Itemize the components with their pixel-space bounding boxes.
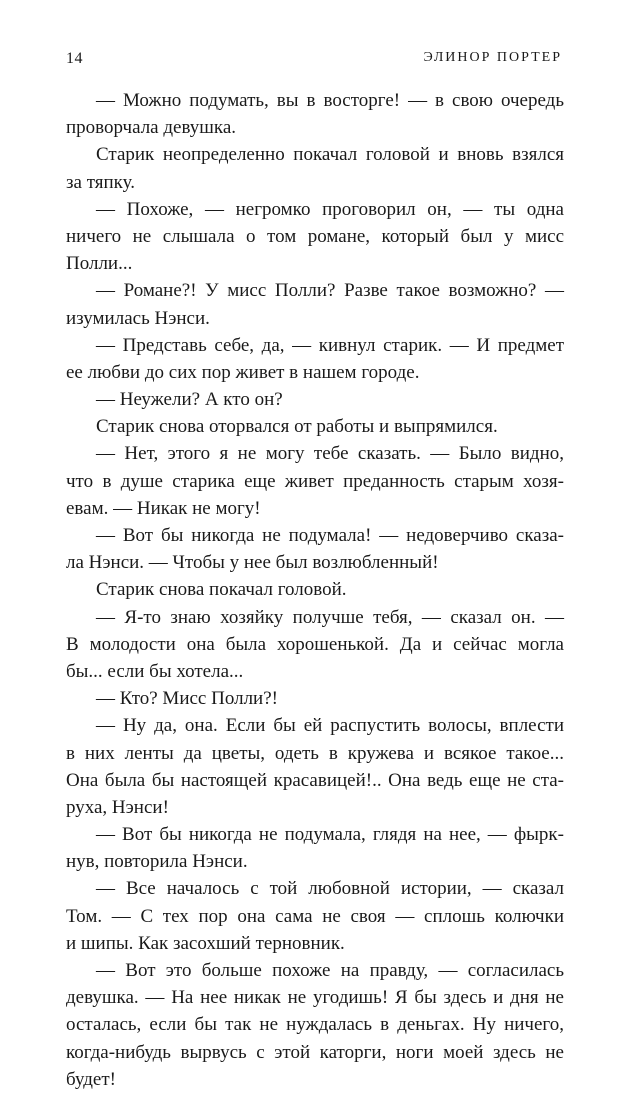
text-line: когда-нибудь вырвусь с этой каторги, ноги моей здесь не — [66, 1041, 564, 1063]
text-line: — Вот это больше похоже на правду, — согласилась — [96, 960, 564, 981]
text-line: изумилась Нэнси. — [66, 307, 210, 329]
text-line: Старик неопределенно покачал головой и вновь взялся — [96, 144, 564, 166]
text-line: — Вот бы никогда не подумала! — недоверчиво сказа- — [96, 525, 564, 546]
text-line: Том. — С тех пор она сама не своя — сплошь колючки — [66, 905, 564, 927]
text-line: — Ну да, она. Если бы ей распустить волосы, вплести — [96, 715, 564, 737]
text-line: бы... если бы хотела... — [66, 660, 244, 682]
running-head: ЭЛИНОР ПОРТЕР — [423, 50, 562, 65]
text-line: ла Нэнси. — Чтобы у нее был возлюбленный! — [66, 552, 439, 574]
text-line: В молодости она была хорошенькой. Да и сейчас могла — [66, 633, 564, 655]
text-line: евам. — Никак не могу! — [66, 497, 261, 519]
text-line: Старик снова покачал головой. — [96, 579, 347, 601]
page-number: 14 — [66, 50, 83, 67]
text-line: Она была бы настоящей красавицей!.. Она ведь еще не ста- — [66, 769, 564, 791]
text-line: что в душе старика еще живет преданность старым хозя- — [66, 470, 564, 492]
text-line: — Вот бы никогда не подумала, глядя на нее, — фырк- — [96, 824, 564, 846]
text-line: — Романе?! У мисс Полли? Разве такое возможно? — — [96, 280, 564, 302]
text-line: — Похоже, — негромко проговорил он, — ты одна — [96, 198, 564, 220]
text-line: — Неужели? А кто он? — [96, 389, 283, 411]
text-line: — Все началось с той любовной истории, — сказал — [96, 878, 564, 900]
text-line: будет! — [66, 1068, 116, 1090]
text-line: ее любви до сих пор живет в нашем городе. — [66, 361, 420, 383]
text-line: за тяпку. — [66, 171, 135, 193]
text-line: и шипы. Как засохший терновник. — [66, 932, 345, 954]
text-line: Старик снова оторвался от работы и выпрямился. — [96, 416, 498, 438]
text-line: девушка. — На нее никак не угодишь! Я бы здесь и дня не — [66, 987, 564, 1009]
text-line: — Нет, этого я не могу тебе сказать. — Было видно, — [96, 443, 564, 465]
text-line: — Можно подумать, вы в восторге! — в свою очередь — [96, 90, 564, 111]
text-line: — Представь себе, да, — кивнул старик. — И предмет — [96, 334, 564, 356]
text-line: ничего не слышала о том романе, который был у мисс — [66, 225, 564, 247]
text-line: в них ленты да цветы, одеть в кружева и всякое такое... — [66, 742, 564, 764]
text-line: — Кто? Мисс Полли?! — [96, 688, 278, 710]
text-line: проворчала девушка. — [66, 117, 237, 139]
text-line: Полли... — [66, 253, 133, 275]
text-line: руха, Нэнси! — [66, 796, 169, 818]
text-line: — Я-то знаю хозяйку получше тебя, — сказал он. — — [96, 606, 564, 628]
text-line: осталась, если бы так не нуждалась в деньгах. Ну ничего, — [66, 1014, 564, 1036]
body-text — [66, 87, 564, 1093]
text-line: нув, повторила Нэнси. — [66, 851, 248, 873]
